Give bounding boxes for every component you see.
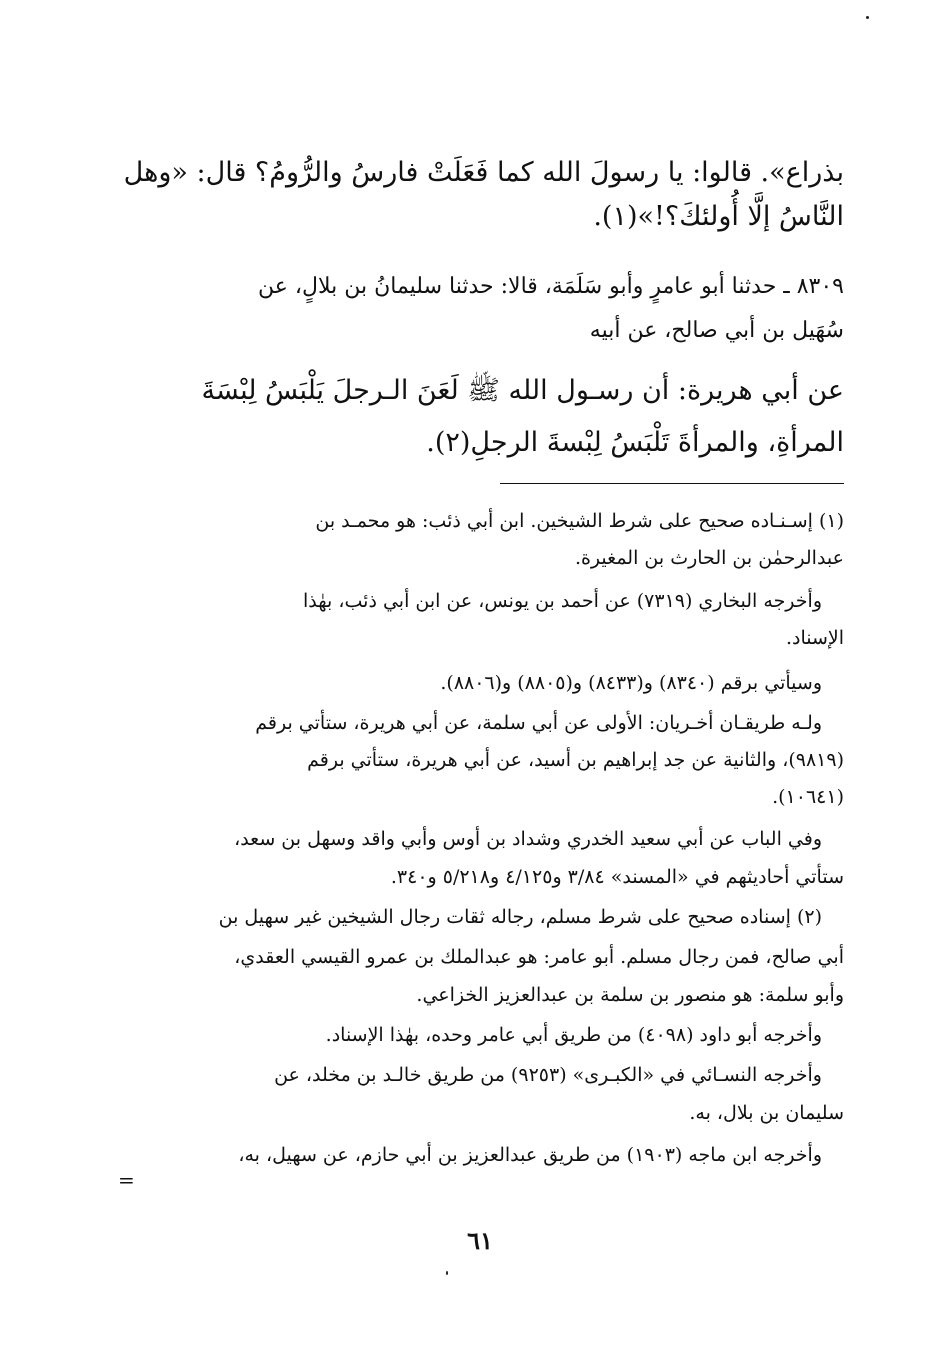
- footnotes: [140, 503, 844, 1203]
- continuation-mark: =: [118, 1168, 135, 1192]
- footnote-divider: [500, 483, 844, 484]
- footnote-line: وأبو سلمة: هو منصور بن سلمة بن عبدالعزيز الخزاعي.: [416, 984, 844, 1006]
- footnote-line: (١) إسـنـاده صحيح على شرط الشيخين. ابن أبي ذئب: هو محمـد بن: [315, 510, 844, 532]
- footnote-line: ولـه طريقـان أخـريان: الأولى عن أبي سلمة، عن أبي هريرة، ستأتي برقم: [255, 712, 822, 734]
- main-line: المرأةِ، والمرأةَ تَلْبَسُ لِبْسةَ الرجلِ(٢).: [426, 427, 844, 458]
- main-paragraph-1: [123, 148, 844, 248]
- footnote-line: (٢) إسناده صحيح على شرط مسلم، رجاله ثقات رجال الشيخين غير سهيل بن: [218, 906, 822, 928]
- main-line: ٨٣٠٩ ـ حدثنا أبو عامرٍ وأبو سَلَمَة، قالا: حدثنا سليمانُ بن بلالٍ، عن: [258, 274, 844, 299]
- footnote-line: (١٠٦٤١).: [772, 786, 844, 808]
- footnote-line: عبدالرحمٰن بن الحارث بن المغيرة.: [574, 547, 844, 569]
- main-line: النَّاسُ إلَّا أُولئكَ؟!»(١).: [593, 201, 844, 232]
- footnote-line: (٩٨١٩)، والثانية عن جد إبراهيم بن أسيد، عن أبي هريرة، ستأتي برقم: [307, 749, 844, 771]
- footnote-line: الإسناد.: [785, 627, 844, 649]
- footnote-line: أبي صالح، فمن رجال مسلم. أبو عامر: هو عبدالملك بن عمرو القيسي العقدي،: [234, 946, 844, 968]
- scan-speck: [446, 1271, 448, 1275]
- footnote-line: وأخرجه البخاري (٧٣١٩) عن أحمد بن يونس، عن ابن أبي ذئب، بهٰذا: [303, 590, 822, 612]
- main-paragraph-2: [140, 262, 844, 352]
- footnote-line: سليمان بن بلال، به.: [689, 1102, 844, 1124]
- footnote-line: وفي الباب عن أبي سعيد الخدري وشداد بن أوس وأبي واقد وسهل بن سعد،: [234, 828, 822, 850]
- footnote-line: وسيأتي برقم (٨٣٤٠) و(٨٤٣٣) و(٨٨٠٥) و(٨٨٠٦).: [440, 672, 822, 694]
- scan-speck: [866, 16, 869, 19]
- footnote-line: وأخرجه النسـائي في «الكبـرى» (٩٢٥٣) من طريق خالـد بن مخلد، عن: [274, 1064, 822, 1086]
- main-line: عن أبي هريرة: أن رسـول الله ﷺ لَعَنَ الـرجلَ يَلْبَسُ لِبْسَةَ: [201, 375, 844, 406]
- footnote-line: وأخرجه أبو داود (٤٠٩٨) من طريق أبي عامر وحده، بهٰذا الإسناد.: [325, 1024, 822, 1046]
- main-line: بذراع». قالوا: يا رسولَ الله كما فَعَلَتْ فارسُ والرُّومُ؟ قال: «وهل: [123, 157, 844, 188]
- page-number: ٦١: [467, 1226, 493, 1255]
- main-paragraph-3: [140, 366, 844, 466]
- footnote-line: ستأتي أحاديثهم في «المسند» ٣/٨٤ و٤/١٢٥ و٥/٢١٨ و٣٤٠.: [390, 866, 844, 888]
- footnote-line: وأخرجه ابن ماجه (١٩٠٣) من طريق عبدالعزيز بن أبي حازم، عن سهيل، به،: [238, 1144, 822, 1166]
- main-line: سُهَيل بن أبي صالح، عن أبيه: [589, 318, 844, 343]
